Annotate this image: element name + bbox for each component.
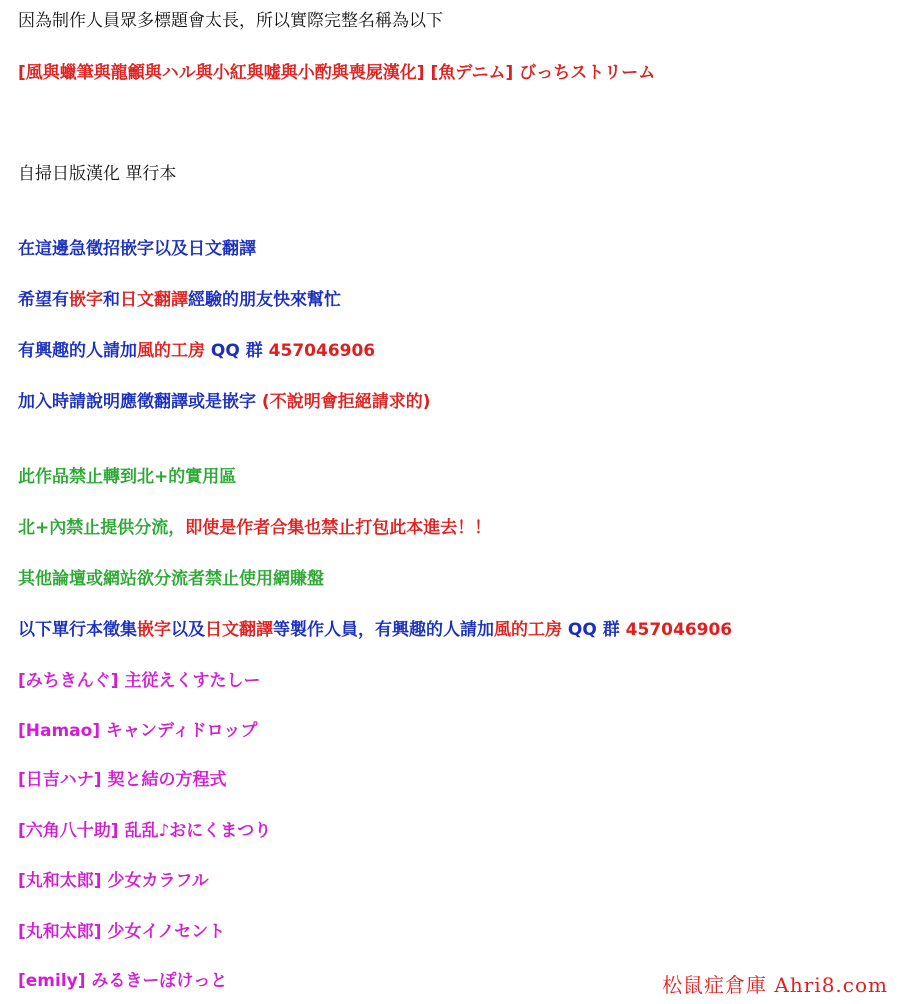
- book-item: [みちきんぐ] 主従えくすたしー: [18, 671, 261, 691]
- text-segment: QQ 群: [205, 341, 269, 361]
- full-title: [風與蠟筆與龍龥與ハル與小紅與嘘與小酌與喪屍漢化] [魚デニム] びっちストリーム: [18, 63, 656, 83]
- recruit-line-4: [18, 391, 430, 413]
- book-item: [丸和太郎] 少女イノセント: [18, 922, 226, 942]
- book-item: [日吉ハナ] 契と結の方程式: [18, 770, 227, 790]
- scan-info: 自掃日版漢化 單行本: [18, 164, 177, 184]
- qq-group-number: 457046906: [625, 620, 733, 640]
- recruit-line-1: 在這邊急徵招嵌字以及日文翻譯: [18, 239, 256, 259]
- text-segment: 希望有: [18, 290, 69, 310]
- text-segment: 和: [103, 290, 120, 310]
- book-item: [丸和太郎] 少女カラフル: [18, 871, 209, 891]
- intro-note: 因為制作人員眾多標題會太長，所以實際完整名稱為以下: [18, 11, 443, 31]
- text-segment: 以及: [171, 620, 205, 640]
- recruit-line-3: [18, 340, 375, 362]
- recruit2-line: [18, 619, 732, 641]
- text-segment-highlight: 風的工房: [494, 620, 562, 640]
- text-segment-highlight: 日文翻譯: [120, 290, 188, 310]
- text-segment: 經驗的朋友快來幫忙: [188, 290, 341, 310]
- text-segment: 北+內禁止提供分流，: [18, 518, 186, 538]
- text-segment: 等製作人員，有興趣的人請加: [273, 620, 494, 640]
- text-segment-highlight: 即使是作者合集也禁止打包此本進去！！: [185, 518, 492, 538]
- text-segment-highlight: 風的工房: [137, 341, 205, 361]
- book-item: [emily] みるきーぽけっと: [18, 971, 228, 991]
- rules-line-1: 此作品禁止轉到北+的實用區: [18, 467, 237, 487]
- watermark: 松鼠症倉庫 Ahri8.com: [662, 973, 888, 997]
- text-segment-highlight: (不說明會拒絕請求的): [261, 392, 431, 412]
- text-segment: QQ 群: [562, 620, 626, 640]
- text-segment-highlight: 嵌字: [137, 620, 171, 640]
- qq-group-number: 457046906: [268, 341, 376, 361]
- text-segment: 以下單行本徵集: [18, 620, 137, 640]
- text-segment: 有興趣的人請加: [18, 341, 137, 361]
- text-segment: 加入時請說明應徵翻譯或是嵌字: [18, 392, 262, 412]
- text-segment-highlight: 嵌字: [69, 290, 103, 310]
- rules-line-2: [18, 517, 491, 539]
- book-item: [Hamao] キャンディドロップ: [18, 721, 258, 741]
- book-item: [六角八十助] 乱乱♪おにくまつり: [18, 821, 272, 841]
- recruit-line-2: [18, 289, 341, 311]
- rules-line-3: 其他論壇或網站欲分流者禁止使用網賺盤: [18, 569, 324, 589]
- text-segment-highlight: 日文翻譯: [205, 620, 273, 640]
